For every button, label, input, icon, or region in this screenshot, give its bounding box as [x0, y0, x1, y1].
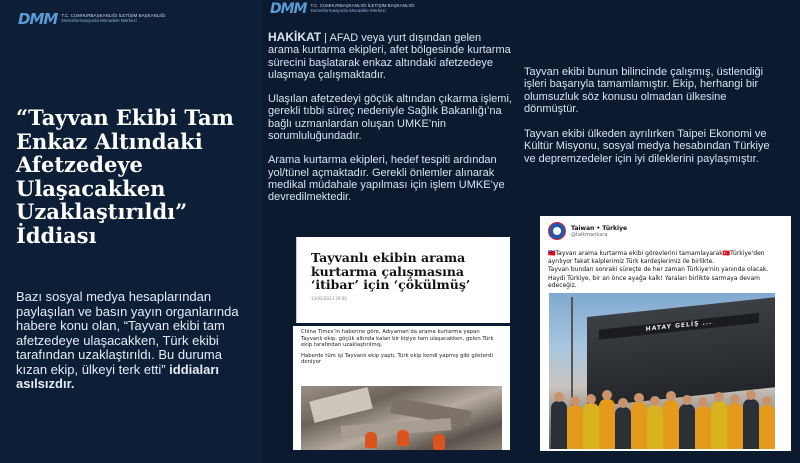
logo-mark: DMM — [270, 1, 307, 17]
headline-line: Uzaklaştırıldı” — [16, 199, 188, 224]
right-paragraph-2: Tayvan ekibi ülkeden ayrılırken Taipei Ekonomi ve Kültür Misyonu, sosyal medya hesabından Türkiye ve depremzedeler için iyi dileklerini paylaşmıştır. — [524, 128, 770, 165]
tweet-line-2: Tayvan bundan sonraki süreçte de her zaman Türkiye'nin yanında olacak. — [548, 266, 769, 273]
avatar — [548, 222, 566, 240]
tweet-author-name: Taiwan • Türkiye — [571, 224, 628, 232]
dmm-logo-secondary — [270, 1, 415, 17]
headline-line: Ulaşacakken — [16, 175, 166, 201]
news-headline-card — [296, 237, 510, 323]
logo-org-text — [61, 14, 165, 23]
logo-org-line2: Dezenformasyonla Mücadele Merkezi — [61, 18, 137, 23]
rescue-team-group — [549, 389, 775, 449]
tweet-line-3: Haydi Türkiye, bir an önce ayağa kalk! Yaraları birlikte sarmaya devam edeceğiz. — [548, 274, 760, 289]
claim-headline — [16, 106, 254, 247]
headline-line: Enkaz Altındaki — [16, 128, 203, 154]
claim-verdict: iddiaları asılsızdır. — [16, 361, 220, 391]
tweet-card — [540, 216, 791, 451]
logo-org-text — [310, 4, 414, 13]
tweet-line-1: 🇹🇼Tayvan arama kurtarma ekibi görevlerini tamamlayarak🇹🇷Türkiye'den ayrılıyor fakat kalplerimiz Türk kardeşlerimiz ile birlikte. — [548, 250, 765, 265]
fact-separator: | — [321, 32, 330, 44]
headline-line: İddiası — [16, 222, 97, 248]
logo-org-line1: T.C. CUMHURBAŞKANLIĞI İLETİŞİM BAŞKANLIĞI — [310, 3, 415, 9]
dmm-logo — [18, 10, 165, 28]
tweet-text — [548, 250, 784, 291]
claim-summary-text: Bazı sosyal medya hesaplarından paylaşılan ve basın yayın organlarında habere konu olan, “Tayvan ekibi tam afetzedeye ulaşacakken, Türk ekibi tarafından uzaklaştırıldı. Bu duruma kızan ekip, ülkeyi terk etti” — [16, 289, 239, 377]
right-text — [524, 66, 774, 178]
article-paragraph-1: China Times’in haberine göre, Adıyaman’da arama kurtarma yapan Tayvanlı ekip, göçük altında kalan bir kişiye tam ulaşacakken, gelen Türk ekip tarafından uzaklaştırılmış. — [301, 329, 494, 348]
fact-paragraph-1 — [268, 31, 514, 81]
headline-line: “Tayvan Ekibi Tam — [16, 105, 234, 130]
claim-summary — [16, 290, 256, 392]
news-article-card — [293, 326, 510, 450]
news-date: 13/02/2023 20:00 — [311, 295, 347, 301]
tweet-author-handle: @taikmankara — [571, 231, 608, 238]
fact-text — [268, 31, 514, 216]
building-sign: HATAY GELİŞ ... — [599, 313, 759, 340]
logo-org-line1: T.C. CUMHURBAŞKANLIĞI İLETİŞİM BAŞKANLIĞI — [61, 13, 166, 19]
news-title: Tayvanlı ekibin arama kurtarma çalışmasına ‘itibar’ için ‘çökülmüş’ — [311, 250, 471, 292]
fact-label: HAKİKAT — [268, 30, 322, 44]
headline-line: Afetzedeye — [16, 152, 143, 177]
fact-paragraph-2: Ulaşılan afetzedeyi göçük altından çıkarma işlemi, gerekli tıbbi süreç nedeniyle Sağlık Bakanlığı’na bağlı uzmanlardan oluşan UMKE’nin sorumluluğundadır. — [268, 93, 512, 143]
fact-paragraph-1-text: AFAD veya yurt dışından gelen arama kurtarma ekipleri, afet bölgesinde kurtarma sürecini başlatarak enkaz altındaki afetzedeye ulaşmaya çalışmaktadır. — [268, 32, 511, 81]
logo-mark: DMM — [18, 10, 58, 28]
tweet-header — [548, 222, 627, 240]
article-paragraph-2: Haberde tüm işi Tayvanlı ekip yaptı, Türk ekip kendi yapmış gibi gösterdi deniyor — [301, 352, 493, 365]
rubble-photo — [301, 386, 502, 450]
tweet-photo — [549, 293, 775, 449]
logo-org-line2: Dezenformasyonla Mücadele Merkezi — [310, 8, 386, 13]
fact-paragraph-3: Arama kurtarma ekipleri, hedef tespiti ardından yol/tünel açmaktadır. Gerekli önlemler alınarak medikal müdahale yapılması için işlem UMKE’ye devredilmektedir. — [268, 154, 505, 204]
right-paragraph-1: Tayvan ekibi bunun bilincinde çalışmış, üstlendiği işleri başarıyla tamamlamıştır. Ekip, herhangi bir olumsuzluk söz konusu olmadan ülkesine dönmüştür. — [524, 66, 764, 115]
